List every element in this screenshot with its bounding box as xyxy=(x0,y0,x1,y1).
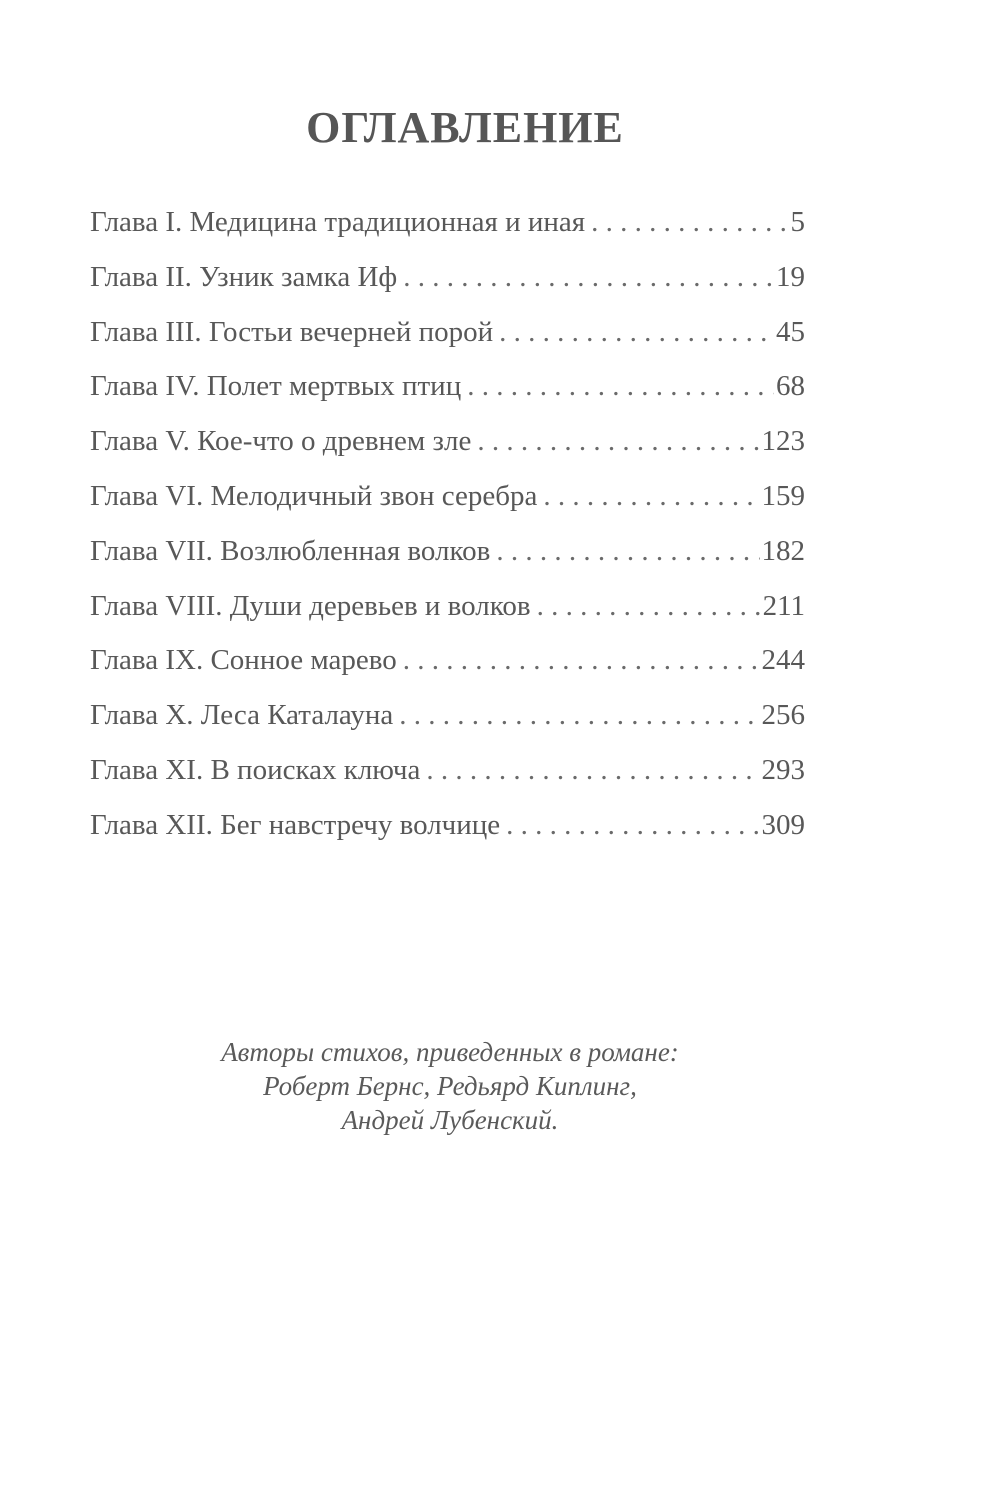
credits-line: Авторы стихов, приведенных в романе: xyxy=(221,1037,679,1067)
toc-dot-leader xyxy=(477,414,759,469)
toc-entry-label: Глава VIII. Души деревьев и волков xyxy=(90,589,531,622)
credits-line: Андрей Лубенский. xyxy=(341,1105,559,1135)
toc-dot-leader xyxy=(467,359,774,414)
poem-authors-note xyxy=(0,1035,900,1137)
toc-dot-leader xyxy=(426,743,759,798)
toc-entry-label: Глава I. Медицина традиционная и иная xyxy=(90,206,586,238)
toc-entry xyxy=(90,250,805,305)
toc-entry-page: 19 xyxy=(776,260,805,293)
toc-dot-leader xyxy=(399,688,759,743)
toc-entry xyxy=(90,469,805,524)
toc-entry-label: Глава V. Кое-что о древнем зле xyxy=(90,425,472,458)
toc-entry xyxy=(90,743,805,798)
toc-entry-page: 159 xyxy=(761,479,805,512)
toc-entry xyxy=(90,688,805,743)
page-title: ОГЛАВЛЕНИЕ xyxy=(306,103,624,152)
toc-dot-leader xyxy=(506,798,759,853)
toc-entry xyxy=(90,579,805,634)
toc-dot-leader xyxy=(543,469,759,524)
toc-entry xyxy=(90,195,805,250)
toc-entry-page: 293 xyxy=(761,753,805,786)
table-of-contents xyxy=(90,195,805,853)
toc-entry-label: Глава XI. В поисках ключа xyxy=(90,753,421,786)
toc-entry-label: Глава IX. Сонное марево xyxy=(90,644,397,677)
toc-entry xyxy=(90,633,805,688)
toc-entry xyxy=(90,305,805,360)
toc-entry-label: Глава X. Леса Каталауна xyxy=(90,699,394,732)
toc-entry-page: 45 xyxy=(776,315,805,348)
toc-entry-page: 309 xyxy=(761,808,805,841)
toc-entry-page: 5 xyxy=(790,206,805,238)
toc-entry-label: Глава VII. Возлюбленная волков xyxy=(90,534,491,567)
toc-dot-leader xyxy=(403,250,774,305)
toc-entry-page: 68 xyxy=(776,370,805,403)
toc-dot-leader xyxy=(537,579,761,634)
toc-entry-label: Глава XII. Бег навстречу волчице xyxy=(90,808,501,841)
toc-entry-page: 123 xyxy=(761,425,805,458)
toc-entry xyxy=(90,414,805,469)
toc-dot-leader xyxy=(496,524,759,579)
toc-dot-leader xyxy=(403,633,760,688)
toc-entry-label: Глава VI. Мелодичный звон серебра xyxy=(90,479,538,512)
toc-entry-label: Глава IV. Полет мертвых птиц xyxy=(90,370,462,403)
toc-entry-page: 256 xyxy=(761,699,805,732)
toc-dot-leader xyxy=(499,305,774,360)
toc-dot-leader xyxy=(591,195,788,250)
toc-entry xyxy=(90,798,805,853)
toc-entry-label: Глава II. Узник замка Иф xyxy=(90,260,398,293)
toc-entry xyxy=(90,524,805,579)
toc-entry-label: Глава III. Гостьи вечерней порой xyxy=(90,315,494,348)
toc-entry-page: 182 xyxy=(761,534,805,567)
toc-entry-page: 211 xyxy=(762,589,805,622)
credits-line: Роберт Бернс, Редьярд Киплинг, xyxy=(263,1071,637,1101)
toc-entry xyxy=(90,359,805,414)
toc-entry-page: 244 xyxy=(761,644,805,677)
